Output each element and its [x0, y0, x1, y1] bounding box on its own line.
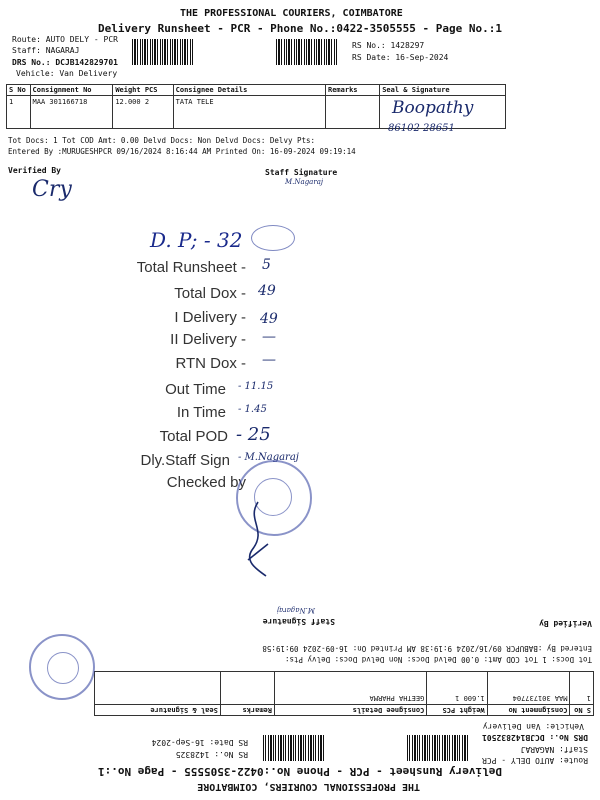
bottom-totals-line: Tot Docs: 1 Tot COD Amt: 0.00 Delvd Docs: Non Delvd Docs: Delvy Pts:	[284, 655, 592, 664]
bottom-col-consignee: Consignee Details	[275, 705, 427, 716]
bottom-col-consignment: Consignment No	[487, 705, 570, 716]
staff-name: Staff: NAGARAJ	[12, 46, 80, 55]
bottom-entered-by-line: Entered By :BABUPCR 09/16/2024 9:19:38 AM Printed On: 16-09-2024 09:19:58	[262, 644, 592, 653]
route: Route: AUTO DELY - PCR	[12, 35, 118, 44]
bottom-rs-number: RS No.: 1428325	[175, 750, 248, 759]
bottom-staff-signature-label: Staff Signature	[262, 617, 335, 626]
rs-number: RS No.: 1428297	[352, 41, 425, 50]
bottom-col-sno: S No	[570, 705, 594, 716]
checker-signature-mark	[238, 500, 278, 580]
form-value-total-dox: 49	[258, 283, 276, 299]
form-label-total-pod: Total POD	[159, 428, 228, 445]
form-value-second-delivery: —	[262, 329, 276, 345]
barcode-rs	[276, 39, 338, 65]
cell-consignment: MAA 301166718	[30, 96, 113, 129]
bottom-cell-consignee: GEETHA PHARMA	[275, 672, 427, 705]
runsheet-title: Delivery Runsheet - PCR - Phone No.:0422-3505555 - Page No.:1	[98, 22, 502, 35]
bottom-rs-date: RS Date: 16-Sep-2024	[151, 738, 248, 747]
company-name: THE PROFESSIONAL COURIERS, COIMBATORE	[180, 8, 403, 19]
col-consignee: Consignee Details	[173, 85, 325, 96]
cell-consignee: TATA TELE	[173, 96, 325, 129]
bottom-verified-by-label: Verified By	[539, 619, 592, 628]
bottom-cell-remarks	[220, 672, 274, 705]
cell-weight: 12.000 2	[113, 96, 173, 129]
bottom-cell-seal	[95, 672, 221, 705]
bottom-col-seal: Seal & Signature	[95, 705, 221, 716]
form-value-staff-sign: - M.Nagaraj	[238, 452, 299, 463]
form-label-total-runsheet: Total Runsheet -	[136, 259, 246, 276]
bottom-cell-sno: 1	[570, 672, 594, 705]
dp-circle	[251, 225, 295, 251]
drs-number: DRS No.: DCJB142829701	[12, 58, 118, 67]
cell-remarks	[326, 96, 380, 129]
bottom-col-weight: Weight PCS	[427, 705, 487, 716]
form-value-total-runsheet: 5	[262, 257, 271, 273]
recipient-phone: 86102 28651	[388, 123, 455, 134]
rs-date: RS Date: 16-Sep-2024	[352, 53, 449, 62]
barcode-drs	[132, 39, 194, 65]
bottom-staff-name: Staff: NAGARAJ	[520, 745, 588, 754]
col-remarks: Remarks	[326, 85, 380, 96]
cell-sno: 1	[7, 96, 31, 129]
second-runsheet-upside-down	[0, 595, 600, 800]
form-label-total-dox: Total Dox -	[174, 285, 246, 302]
recipient-signature: Boopathy	[392, 98, 474, 118]
table-row	[95, 672, 594, 705]
bottom-runsheet-title: Delivery Runsheet - PCR - Phone No.:0422-3505555 - Page No.:1	[98, 765, 502, 778]
table-header-row	[7, 85, 506, 96]
bottom-route: Route: AUTO DELY - PCR	[482, 756, 588, 765]
col-seal: Seal & Signature	[380, 85, 506, 96]
bottom-barcode-drs	[406, 735, 468, 761]
verifier-initials: Cry	[32, 177, 72, 202]
form-label-first-delivery: I Delivery -	[174, 309, 246, 326]
bottom-cell-weight: 1.600 1	[427, 672, 487, 705]
vehicle: Vehicle: Van Delivery	[16, 69, 118, 78]
dp-number: D. P; - 32	[150, 228, 243, 252]
bottom-col-remarks: Remarks	[220, 705, 274, 716]
staff-initials: M.Nagaraj	[285, 178, 324, 186]
col-sno: S No	[7, 85, 31, 96]
form-label-in-time: In Time	[176, 404, 226, 421]
bottom-pharma-seal-inner	[47, 652, 79, 684]
form-value-rtn-dox: —	[262, 352, 276, 368]
bottom-drs-number: DRS No.: DCJB142832501	[482, 733, 588, 742]
form-label-rtn-dox: RTN Dox -	[175, 355, 246, 372]
bottom-company-name: THE PROFESSIONAL COURIERS, COIMBATORE	[197, 781, 420, 792]
bottom-table-header-row	[95, 705, 594, 716]
form-label-checked-by: Checked by	[166, 474, 246, 491]
bottom-barcode-rs	[262, 735, 324, 761]
form-label-second-delivery: II Delivery -	[170, 331, 246, 348]
form-value-first-delivery: 49	[260, 311, 278, 327]
bottom-consignment-table	[94, 671, 594, 716]
form-label-out-time: Out Time	[165, 381, 226, 398]
bottom-staff-initials: M.Nagaraj	[276, 606, 315, 614]
col-consignment: Consignment No	[30, 85, 113, 96]
col-weight: Weight PCS	[113, 85, 173, 96]
entered-by-line: Entered By :MURUGESHPCR 09/16/2024 8:16:44 AM Printed On: 16-09-2024 09:19:14	[8, 147, 356, 156]
form-value-total-pod: - 25	[236, 424, 271, 445]
staff-signature-label: Staff Signature	[265, 168, 338, 177]
form-value-in-time: - 1.45	[238, 404, 267, 415]
form-value-out-time: - 11.15	[238, 381, 274, 392]
verified-by-label: Verified By	[8, 166, 61, 175]
bottom-cell-consignment: MAA 301737704	[487, 672, 570, 705]
form-label-staff-sign: Dly.Staff Sign	[140, 452, 230, 469]
bottom-vehicle: Vehicle: Van Delivery	[482, 722, 584, 731]
totals-line: Tot Docs: 1 Tot COD Amt: 0.00 Delvd Docs: Non Delvd Docs: Delvy Pts:	[8, 136, 316, 145]
